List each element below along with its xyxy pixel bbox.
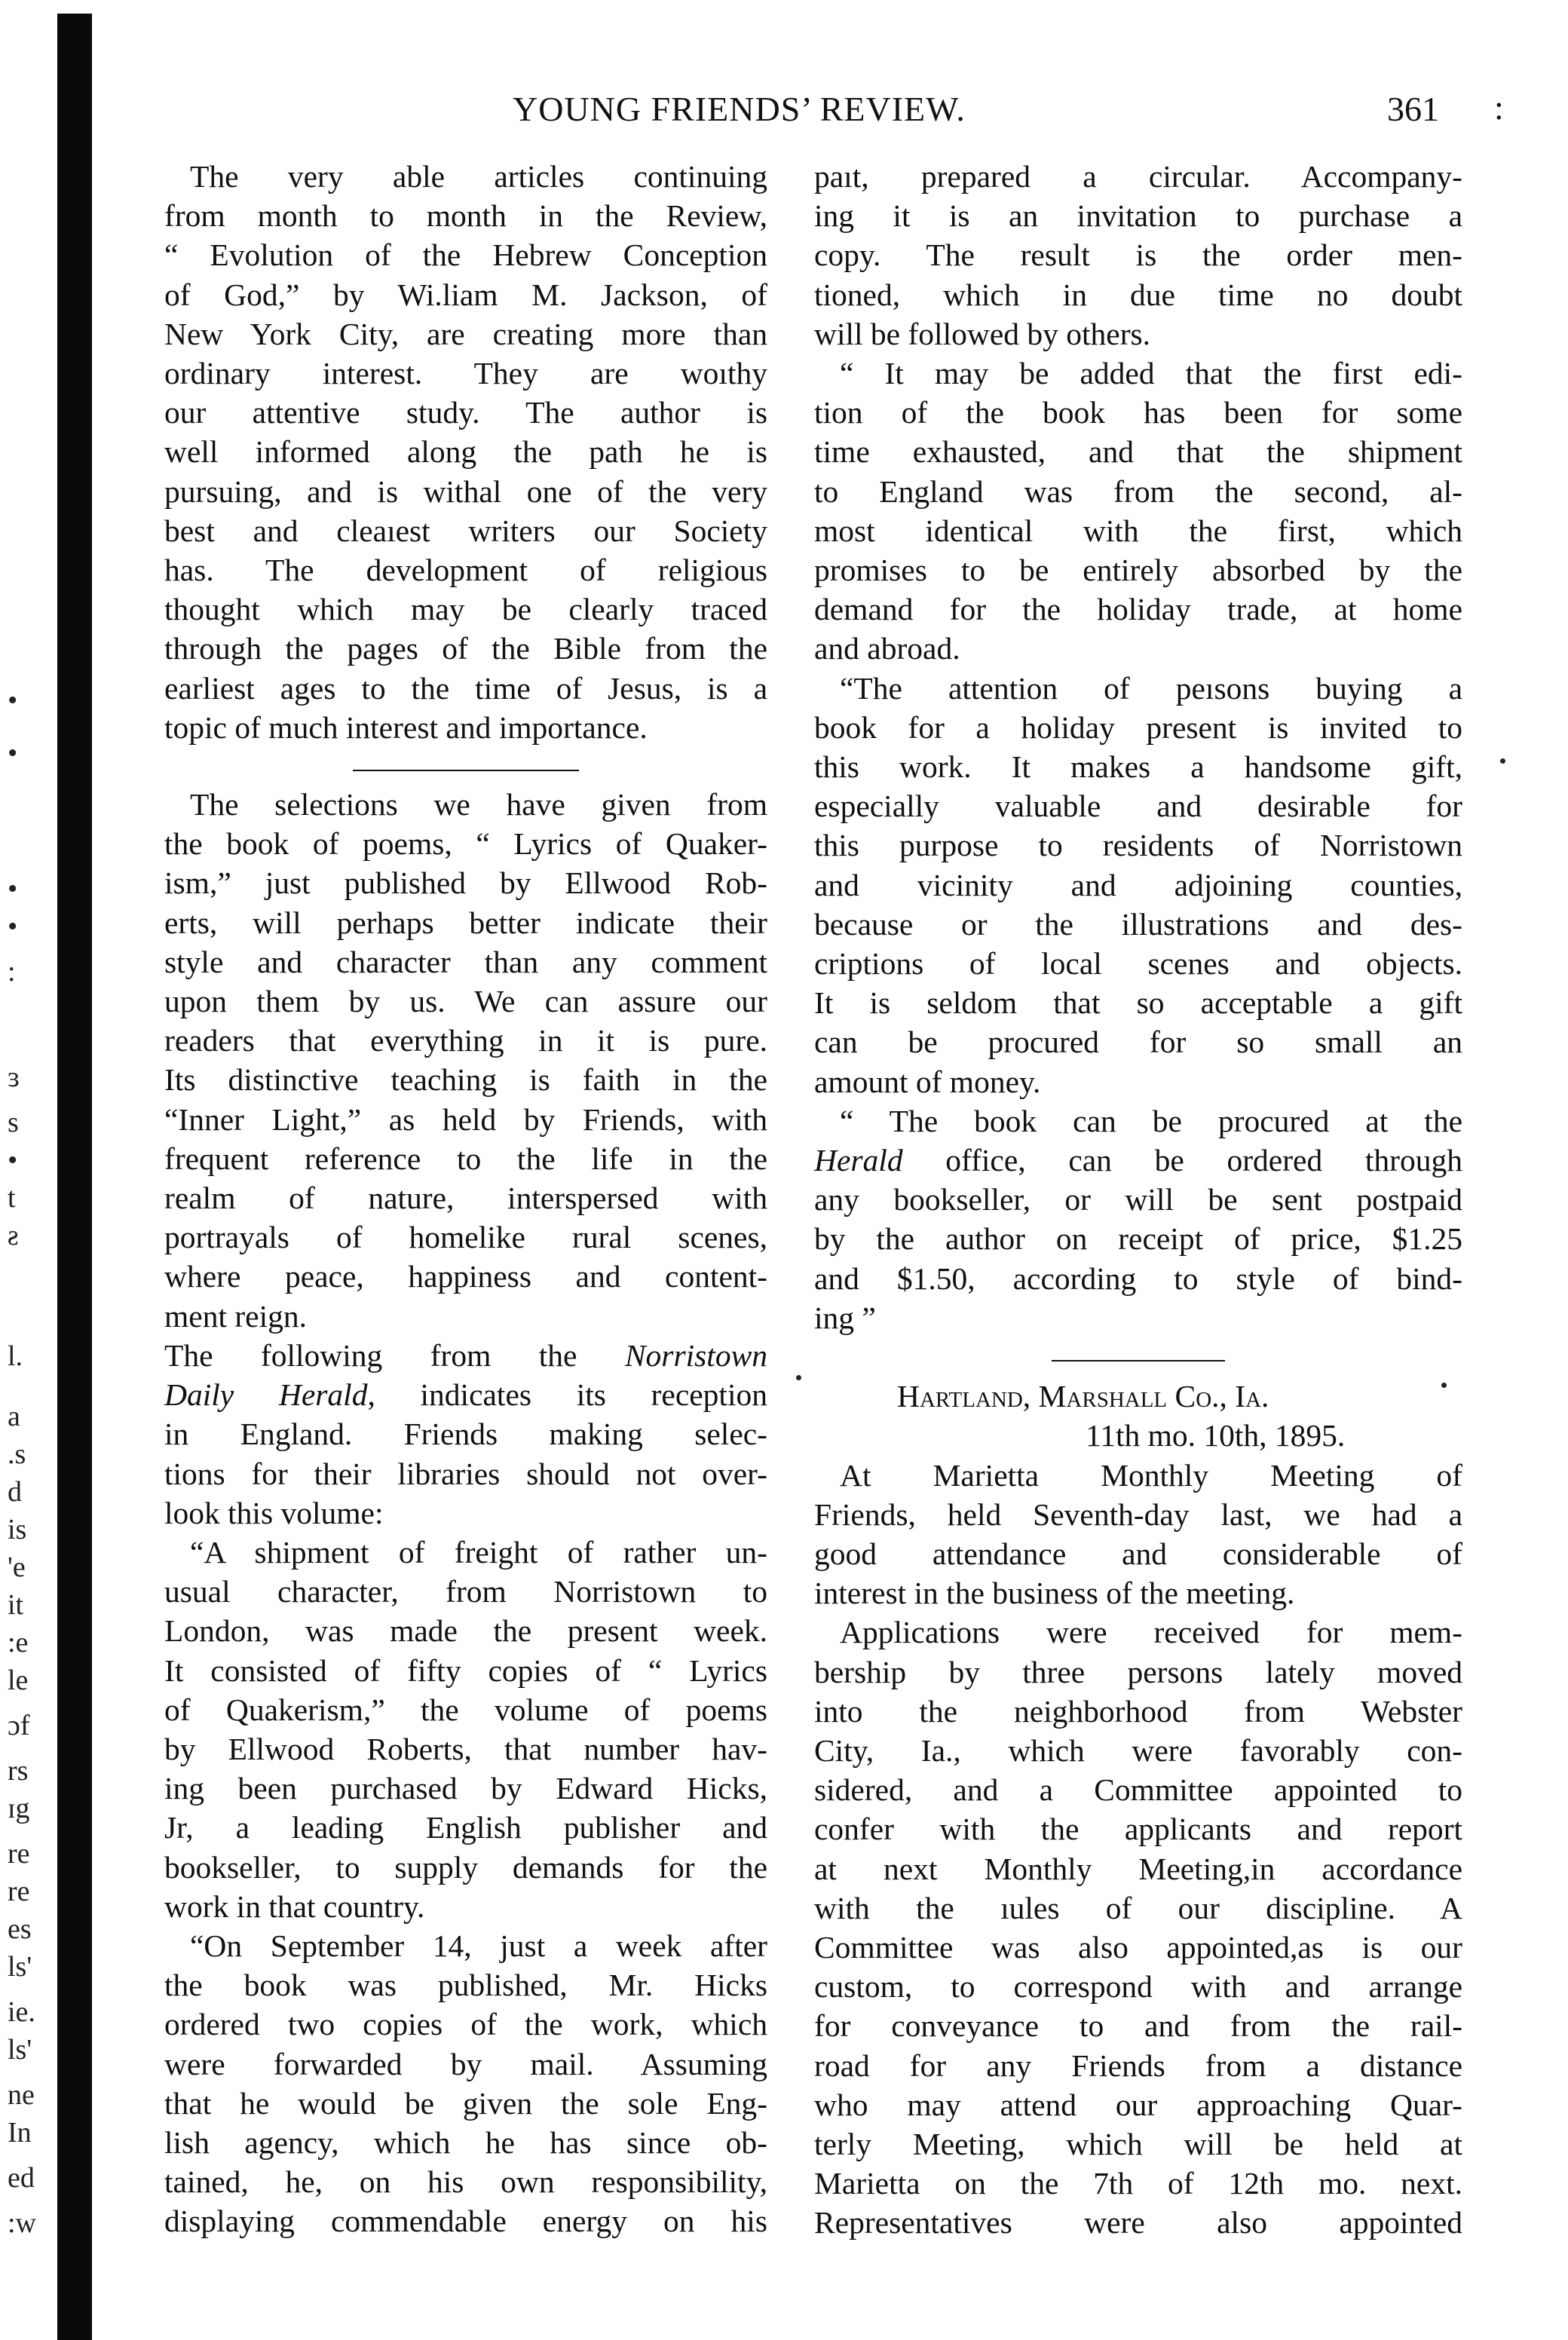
text-line: were forwarded by mail. Assuming <box>164 2046 767 2081</box>
margin-fragment: In <box>8 2117 32 2149</box>
margin-fragment: ne <box>8 2079 35 2111</box>
text-line: New York City, are creating more than <box>164 316 767 351</box>
paragraph-procure-book <box>814 1101 1462 1337</box>
text-line: and vicinity and adjoining counties, <box>814 867 1462 902</box>
margin-fragment: ls' <box>8 2034 32 2066</box>
newspaper-name: Norristown <box>624 1337 767 1373</box>
text-line: “The attention of peısons buying a <box>840 670 1462 706</box>
text-line: “Inner Light,” as held by Friends, with <box>164 1101 767 1137</box>
dateline-place: Hartland, Marshall Co., Ia. <box>897 1379 1269 1414</box>
text-line: into the neighborhood from Webster <box>814 1693 1462 1729</box>
text-line: who may attend our approaching Quar- <box>814 2087 1462 2122</box>
text-line: The very able articles continuing <box>190 159 767 194</box>
right-column <box>814 157 1462 2243</box>
margin-fragment: it <box>8 1589 24 1621</box>
text-line: “A shipment of freight of rather un- <box>190 1534 767 1570</box>
text-line: of God,” by Wi.liam M. Jackson, of <box>164 277 767 312</box>
margin-fragment: • <box>8 737 18 769</box>
text-line: amount of money. <box>814 1064 1041 1099</box>
margin-fragment: ɔf <box>8 1710 30 1741</box>
text-line: Jr, a leading English publisher and <box>164 1810 767 1845</box>
text-line: pursuing, and is withal one of the very <box>164 473 767 509</box>
margin-fragment: .s <box>8 1438 26 1470</box>
paragraph-shipment <box>164 1533 767 1926</box>
margin-fragment: • <box>8 873 18 905</box>
margin-fragment: s <box>8 1107 19 1138</box>
text-line: ing it is an invitation to purchase a <box>814 198 1462 234</box>
text-line: time exhausted, and that the shipment <box>814 434 1462 470</box>
margin-fragment: is <box>8 1514 27 1545</box>
text-line: this work. It makes a handsome gift, <box>814 749 1462 785</box>
text-line: thought which may be clearly traced <box>164 592 767 627</box>
text-line: bership by three persons lately moved <box>814 1654 1462 1689</box>
text-line: best and cleaıest writers our Society <box>164 513 767 548</box>
text-line: of Quakerism,” the volume of poems <box>164 1692 767 1727</box>
text-line: by the author on receipt of price, $1.25 <box>814 1221 1462 1257</box>
text-line: “ It may be added that the first edi- <box>840 356 1462 391</box>
text-line: frequent reference to the life in the <box>164 1141 767 1176</box>
margin-fragment: ƨ <box>8 1220 19 1251</box>
text-line: at next Monthly Meeting,in accordance <box>814 1851 1462 1886</box>
text-line: The selections we have given from <box>190 787 767 822</box>
text-line: book for a holiday present is invited to <box>814 709 1462 745</box>
text-line: interest in the business of the meeting. <box>814 1576 1295 1611</box>
text-line: lish agency, which he has since ob- <box>164 2124 767 2160</box>
margin-fragment: ɪg <box>8 1793 30 1824</box>
text-line: criptions of local scenes and objects. <box>814 946 1462 982</box>
text-line: will be followed by others. <box>814 316 1151 351</box>
page-header <box>121 89 1523 134</box>
text-line: ing ” <box>814 1300 876 1335</box>
text-line: Applications were received for mem- <box>840 1615 1462 1650</box>
paragraph-norristown-herald <box>164 1336 767 1533</box>
text-line: City, Ia., which were favorably con- <box>814 1732 1462 1768</box>
paragraph-marietta-meeting <box>814 1456 1462 1613</box>
margin-fragment: re <box>8 1838 30 1870</box>
text-line: by Ellwood Roberts, that number hav- <box>164 1731 767 1766</box>
paragraph-september <box>164 1926 767 2241</box>
margin-fragment: :w <box>8 2207 36 2239</box>
dateline-date: 11th mo. 10th, 1895. <box>1086 1418 1346 1453</box>
text-line: good attendance and considerable of <box>814 1536 1462 1571</box>
text-line: terly Meeting, which will be held at <box>814 2126 1462 2161</box>
para3-prefix: The following from the <box>164 1337 625 1373</box>
margin-fragment: es <box>8 1913 32 1945</box>
margin-fragment: ɜ <box>8 1061 20 1093</box>
margin-fragment: • <box>8 685 18 716</box>
text-line: Friends, held Seventh-day last, we had a <box>814 1496 1462 1532</box>
margin-fragment: ls' <box>8 1951 32 1983</box>
margin-fragment: re <box>8 1876 30 1907</box>
text-line: readers that everything in it is pure. <box>164 1023 767 1058</box>
text-line: custom, to correspond with and arrange <box>814 1969 1462 2005</box>
text-line: “On September 14, just a week after <box>190 1928 767 1963</box>
text-line: erts, will perhaps better indicate their <box>164 905 767 940</box>
text-line: earliest ages to the time of Jesus, is a <box>164 670 767 706</box>
paragraph-circular <box>814 157 1462 354</box>
text-line: tion of the book has been for some <box>814 395 1462 430</box>
text-line: the book was published, Mr. Hicks <box>164 1968 767 2003</box>
binding-shadow <box>57 14 92 2340</box>
text-line: because or the illustrations and des- <box>814 906 1462 942</box>
margin-fragment: rs <box>8 1755 29 1787</box>
text-line: and abroad. <box>814 631 960 666</box>
para3-line-rest: , indicates its reception <box>367 1377 767 1413</box>
paragraph-first-edition <box>814 354 1462 669</box>
text-line: Committee was also appointed,as is our <box>814 1929 1462 1965</box>
text-line: this purpose to residents of Norristown <box>814 828 1462 863</box>
text-line: upon them by us. We can assure our <box>164 984 767 1019</box>
text-line: for conveyance to and from the rail- <box>814 2008 1462 2044</box>
paragraph-holiday-present <box>814 669 1462 1101</box>
paragraph-applications <box>814 1613 1462 2242</box>
text-line: “ Evolution of the Hebrew Conception <box>164 237 767 273</box>
text-line: style and character than any comment <box>164 944 767 979</box>
text-line: from month to month in the Review, <box>164 198 767 234</box>
text-line: sidered, and a Committee appointed to <box>814 1772 1462 1808</box>
text-line: Marietta on the 7th of 12th mo. next. <box>814 2166 1462 2201</box>
text-line: most identical with the first, which <box>814 513 1462 548</box>
text-line: has. The development of religious <box>164 553 767 588</box>
paragraph-lyrics-of-quakerism <box>164 785 767 1336</box>
text-line: road for any Friends from a distance <box>814 2048 1462 2083</box>
herald-name: Herald <box>814 1143 903 1178</box>
text-line: our attentive study. The author is <box>164 395 767 430</box>
margin-fragment: t <box>8 1182 16 1214</box>
text-line: Representatives were also appointed <box>814 2205 1462 2240</box>
text-line: Its distinctive teaching is faith in the <box>164 1062 767 1098</box>
scan-speck <box>796 1375 801 1380</box>
text-line: work in that country. <box>164 1888 425 1924</box>
text-line: promises to be entirely absorbed by the <box>814 553 1462 588</box>
text-line: in England. Friends making selec- <box>164 1417 767 1452</box>
margin-fragment: 'e <box>8 1551 26 1583</box>
text-line: well informed along the path he is <box>164 434 767 470</box>
newspaper-name-2: Daily Herald <box>164 1377 368 1413</box>
text-line: tained, he, on his own responsibility, <box>164 2164 767 2200</box>
text-line: ordinary interest. They are woıthy <box>164 356 767 391</box>
edge-mark: : <box>1494 88 1504 127</box>
margin-fragment: a <box>8 1401 20 1432</box>
text-line: displaying commendable energy on his <box>164 2204 767 2239</box>
procure-line-2-rest: office, can be ordered through <box>902 1143 1462 1178</box>
text-line: ism,” just published by Ellwood Rob- <box>164 865 767 901</box>
scan-speck <box>1441 1383 1447 1388</box>
text-line: confer with the applicants and report <box>814 1812 1462 1847</box>
text-line: topic of much interest and importance. <box>164 709 648 745</box>
text-line: ment reign. <box>164 1298 307 1334</box>
text-line: demand for the holiday trade, at home <box>814 592 1462 627</box>
text-line: It is seldom that so acceptable a gift <box>814 985 1462 1021</box>
text-line: especially valuable and desirable for <box>814 789 1462 824</box>
text-line: that he would be given the sole Eng- <box>164 2085 767 2121</box>
text-line: tions for their libraries should not over- <box>164 1456 767 1491</box>
text-line: can be procured for so small an <box>814 1025 1462 1060</box>
text-line: look this volume: <box>164 1495 384 1530</box>
margin-fragment: l. <box>8 1340 23 1372</box>
para3-continued <box>164 1414 767 1533</box>
text-line: copy. The result is the order men- <box>814 237 1462 273</box>
margin-fragment: :e <box>8 1627 29 1659</box>
text-line: through the pages of the Bible from the <box>164 631 767 666</box>
text-line: tioned, which in due time no doubt <box>814 277 1462 312</box>
procure-line-1: “ The book can be procured at the <box>840 1103 1462 1138</box>
text-line: At Marietta Monthly Meeting of <box>840 1457 1462 1493</box>
text-line: and $1.50, according to style of bind- <box>814 1260 1462 1296</box>
text-line: any bookseller, or will be sent postpaid <box>814 1182 1462 1217</box>
scan-speck <box>1500 758 1505 764</box>
margin-fragment: : <box>8 956 16 988</box>
paragraph-review-articles <box>164 157 767 747</box>
text-line: to England was from the second, al- <box>814 473 1462 509</box>
margin-fragment: • <box>8 911 18 942</box>
previous-page-margin <box>0 0 56 2340</box>
left-column <box>164 157 767 2241</box>
text-line: paıt, prepared a circular. Accompany- <box>814 159 1462 194</box>
text-line: with the ıules of our discipline. A <box>814 1890 1462 1925</box>
text-line: portrayals of homelike rural scenes, <box>164 1220 767 1255</box>
margin-fragment: ie. <box>8 1996 35 2028</box>
text-line: realm of nature, interspersed with <box>164 1181 767 1216</box>
page-number: 361 <box>1387 90 1439 128</box>
text-line: where peace, happiness and content- <box>164 1259 767 1294</box>
text-line: ing been purchased by Edward Hicks, <box>164 1771 767 1806</box>
text-line: usual character, from Norristown to <box>164 1574 767 1610</box>
text-line: the book of poems, “ Lyrics of Quaker- <box>164 826 767 862</box>
margin-fragment: • <box>8 1144 18 1176</box>
margin-fragment: le <box>8 1665 29 1696</box>
text-line: London, was made the present week. <box>164 1613 767 1649</box>
text-line: bookseller, to supply demands for the <box>164 1849 767 1885</box>
text-line: It consisted of fifty copies of “ Lyrics <box>164 1652 767 1688</box>
margin-fragment: d <box>8 1476 22 1508</box>
running-head: YOUNG FRIENDS’ REVIEW. <box>513 90 966 128</box>
procure-continued <box>814 1180 1462 1337</box>
margin-fragment: ed <box>8 2162 35 2194</box>
text-line: ordered two copies of the work, which <box>164 2007 767 2042</box>
